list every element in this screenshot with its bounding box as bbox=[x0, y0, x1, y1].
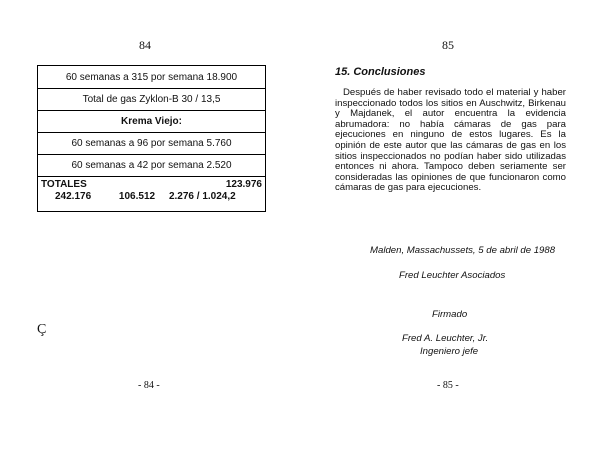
signed-label: Firmado bbox=[432, 309, 468, 320]
gas-quantity-table bbox=[37, 65, 266, 212]
table-row-krema-viejo: Krema Viejo: bbox=[38, 111, 266, 133]
totals-cell bbox=[38, 177, 266, 212]
totals-value: 123.976 bbox=[225, 179, 262, 190]
place-date: Malden, Massachussets, 5 de abril de 1988 bbox=[370, 245, 556, 256]
signer-title: Ingeniero jefe bbox=[420, 346, 479, 357]
company-name: Fred Leuchter Asociados bbox=[399, 270, 506, 281]
left-page-number-bottom: - 84 - bbox=[138, 380, 160, 391]
right-page-number-bottom: - 85 - bbox=[437, 380, 459, 391]
table-row: 60 semanas a 96 por semana 5.760 bbox=[38, 133, 266, 155]
table-row: 60 semanas a 315 por semana 18.900 bbox=[38, 66, 266, 89]
section-heading: 15. Conclusiones bbox=[335, 66, 426, 78]
signer-name: Fred A. Leuchter, Jr. bbox=[402, 333, 489, 344]
totals-breakdown: 242.176 106.512 2.276 / 1.024,2 bbox=[55, 191, 236, 202]
table-row: Total de gas Zyklon-B 30 / 13,5 bbox=[38, 89, 266, 111]
stray-mark: Ç bbox=[37, 322, 47, 337]
totals-label: TOTALES bbox=[41, 179, 87, 190]
conclusion-text: Después de haber revisado todo el material y haber inspeccionado todos los sitios en Auschwitz, Birkenau y Majdanek, el autor encuentra la evidencia abrumadora: no había cámaras de gas para ejecuciones en ninguno de estos lugares. Es la opinión de este autor que las cámaras de gas en los sitios inspeccionados no podían haber sido utilizadas entonces ni ahora. Tampoco deben seriamente ser consideradas las opiniones de que funcionaron como cámaras de gas para ejecuciones. bbox=[335, 87, 566, 194]
table-row: 60 semanas a 42 por semana 2.520 bbox=[38, 155, 266, 177]
right-page-number-top: 85 bbox=[442, 38, 454, 52]
left-page-number-top: 84 bbox=[139, 38, 151, 52]
conclusion-paragraph bbox=[335, 88, 566, 194]
